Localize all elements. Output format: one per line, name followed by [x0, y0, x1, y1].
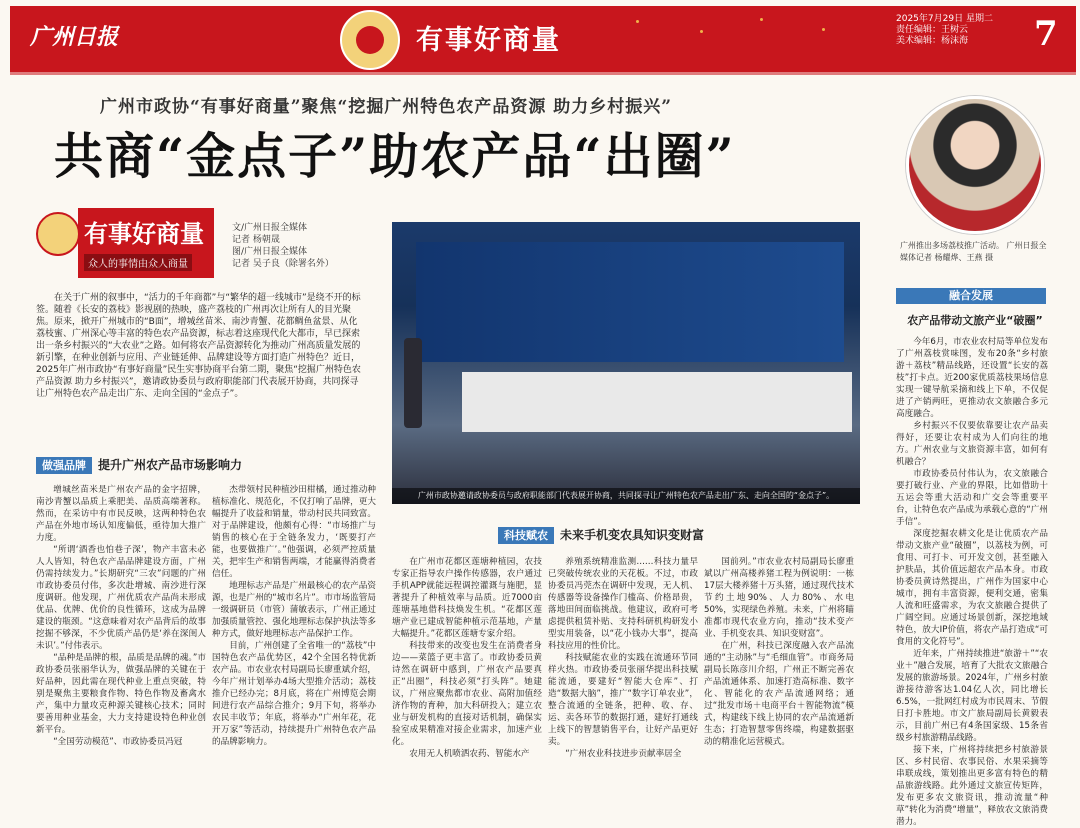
section-tag: 做强品牌	[36, 457, 92, 474]
article-column	[212, 484, 376, 784]
section-subhead: 未来手机变农具知识变财富	[560, 528, 705, 542]
section-header-brand	[36, 454, 242, 471]
star-icon	[636, 20, 639, 23]
article-column	[36, 484, 206, 784]
paragraph: 今年6月，市农业农村局等单位发布了广州荔枝赏味图，发布20条“乡村旅游＋荔枝”精品线路，还设置“长安的荔枝”打卡点。近200家优质荔枝果场信息实现一键导航采摘和线上下单，不仅促进了产销两旺，更推动农文旅融合多元高度融合。	[896, 337, 1048, 419]
byline-line: 记者 杨朝晟	[232, 235, 280, 245]
byline	[232, 222, 334, 270]
column-logo-icon	[36, 212, 80, 256]
paragraph: 养殖系统精准监测……科技力量早已突破传统农业的天花板。不过，市政协委员冯莞杰在调研中发现，无人机、传感器等设备操作门槛高、价格昂贵，落地田间面临挑战。他建议，政府可考虑提供租赁补贴、支持科研机构研发小型实用装备，以“花小钱办大事”，提高科技应用的性价比。	[548, 557, 698, 651]
paragraph: 地理标志产品是广州最核心的农产品资源，也是广州的“城市名片”。市市场监管局一级调研员（市管）蒲敏表示，广州正通过加强质量管控、强化地理标志保护执法等多种方式，做好地理标志产品保护工作。	[212, 581, 376, 639]
section-tag: 科技赋农	[498, 527, 554, 544]
section-title: 有事好商量	[416, 25, 561, 56]
speaker-figure	[404, 338, 422, 428]
paragraph: 深度挖掘农耕文化是让优质农产品带动文旅产业“破圈”，以荔枝为例，可食用、可打卡、可开发文创，甚至融入护肤品，其价值远超农产品本身。市政协委员黄诗然提出，广州作为国家中心城市，拥有丰富资源，便利交通，密集人流和旺盛需求，为农文旅融合提供了广阔空间。应通过场景创新，深挖地域特色，放大IP价值，将农产品打造成“可食用的文化符号”。	[896, 529, 1048, 647]
stage-screen	[416, 242, 844, 362]
paragraph: 在广州市花都区莲塘种植园，农技专家正指导农户操作传感器，农户通过手机APP就能远程调控灌溉与施肥，显著提升了种植效率与品质。近7000亩莲塘基地借科技焕发生机。“花都区莲塘产业已建成智能种植示范基地，产量大幅提升。”花都区莲塘专家介绍。	[392, 557, 542, 639]
issue-date: 2025年7月29日 星期二	[896, 14, 993, 24]
paragraph: 接下来，广州将持续把乡村旅游景区、乡村民宿、农事民俗、水果采摘等串联成线，策划推出更多富有特色的精品旅游线路。此外通过文旅宣传矩阵，发布更多农文旅资讯，推动流量“种草”转化为消费“增量”，释放农文旅消费潜力。	[896, 745, 1048, 827]
byline-line: 图/广州日报全媒体	[232, 247, 308, 257]
article-column	[704, 556, 854, 784]
newspaper-logo: 广州日报	[30, 24, 119, 50]
paragraph: “品种是品牌的根，品质是品牌的魂。”市政协委员张丽华认为，做强品牌的关键在于好品种，因此需在现代种业上重点突破，特别是聚焦主要粮食作物、特色作物及畜禽水产，集中力量攻克种源关键核心技术；同时要善用种业基金，大力支持建设特色种业创新平台。	[36, 653, 206, 735]
paragraph: 杰带领村民种植沙田柑橘，通过推动种植标准化、规范化，不仅打响了品牌，更大幅提升了收益和销量，带动村民共同致富。对于品牌建设，他颇有心得：“市场推广与销售的核心在于全链条发力，‘既要打产能，也要做推广’。”他强调，必须严控质量关，把牢生产和销售两端，才能赢得消费者信任。	[212, 485, 376, 579]
lychee-promoter-photo	[906, 96, 1044, 234]
byline-line: 记者 吴子良（除署名外）	[232, 259, 334, 269]
star-icon	[760, 18, 763, 21]
column-badge-tagline: 众人的事情由众人商量	[84, 254, 192, 271]
column-badge	[78, 208, 214, 278]
article-column	[896, 336, 1048, 827]
paragraph: 市政协委员付伟认为，农文旅融合要打破行业、产业的界限，比如借助十五运会等重大活动和广交会等重要平台，让特色农产品成为承载心意的“广州手信”。	[896, 469, 1048, 527]
editor-credit: 责任编辑：王树云	[896, 25, 969, 35]
portrait-caption: 广州推出多场荔枝推广活动。 广州日报全媒体记者 杨耀烨、王燕 摄	[900, 241, 1047, 262]
paragraph: 目前，广州创建了全省唯一的“荔枝”中国特色农产品优势区，42个全国名特优新农产品。市农业农村局副局长廖重斌介绍，今年广州计划举办4场大型推介活动；荔枝推介已经办完；8月底，将在广州博览会期间进行农产品综合推介；9月下旬，将举办农民丰收节；年底，将举办“广州年花，花开万家”等活动，持续提升广州特色农产品的品牌影响力。	[212, 641, 376, 747]
paragraph: 科技赋能农业的实践在流通环节同样火热。市政协委员张丽华提出科技赋能流通，要建好“智能大仓库”、打造“数据大脑”，推广“数字订单农业”，整合流通的全链条，把种、收、存、运、卖各环节的数据打通，建好打通线上线下的智慧销售平台，让好产品更好卖。	[548, 653, 698, 747]
panel-table	[462, 372, 852, 432]
photo-caption: 广州市政协邀请政协委员与政府职能部门代表展开协商，共同探寻让广州特色农产品走出广东、走向全国的“金点子”。	[392, 488, 860, 504]
article-column	[548, 556, 698, 784]
article-subtitle: 广州市政协“有事好商量”聚焦“挖掘广州特色农产品资源 助力乡村振兴”	[100, 97, 673, 117]
section-header-tech	[498, 524, 704, 541]
section-tag: 融合发展	[896, 288, 1046, 304]
section-subhead: 农产品带动文旅产业“破圈”	[907, 314, 1043, 327]
article-headline: 共商“金点子”助农产品“出圈”	[54, 127, 736, 185]
section-subhead: 提升广州农产品市场影响力	[98, 458, 243, 472]
art-editor-credit: 美术编辑：杨沫海	[896, 36, 969, 46]
paragraph: 增城丝苗米是广州农产品的金字招牌，南沙青蟹以品质上乘肥美、品质高端著称。然而，在采访中有市民反映，这两种特色农产品在外地市场认知度偏低，亟待加大推广力度。	[36, 485, 206, 543]
column-badge-title: 有事好商量	[84, 219, 204, 248]
paragraph: “所谓‘酒香也怕巷子深’，物产丰富未必人人皆知，特色农产品品牌建设方面，广州仍需持续发力。”长期研究“三农”问题的广州市政协委员付伟，多次赴增城、南沙进行深度调研。他发现，广州优质农产品尚未形成优品、优牌、优价的良性循环，这成为品牌建设的瓶颈。“这意味着对农产品背后的故事挖掘不够深，不少优质产品仍是‘养在深闺人未识’。”付伟表示。	[36, 545, 206, 651]
paragraph: 国前列。”市农业农村局副局长廖重斌以广州高楼养猪工程为例说明：一栋17层大楼养猪十万头猪，通过现代技术节约土地90%、人力80%、水电50%，实现绿色养殖。未来，广州将瞄准都市现代农业方向，推动“技术变产业、手机变农具、知识变财富”。	[704, 557, 854, 639]
masthead-stripe	[10, 72, 1076, 75]
paragraph: 在广州，科技已深度融入农产品流通的“主动脉”与“毛细血管”。市商务局副局长陈彦川介绍，广州正不断完善农产品流通体系、加速打造高标准、数字化、智能化的农产品流通网络；通过“批发市场＋电商平台＋智能物流”模式，构建线下线上协同的农产品流通新生态；打造智慧零售终端，构建数据驱动的精准化运营模式。	[704, 641, 854, 747]
star-icon	[822, 28, 825, 31]
page-meta	[896, 14, 993, 47]
paragraph: 科技带来的改变也发生在消费者身边——菜篮子更丰富了。市政协委员黄诗然在调研中感到，广州农产品要真正“出圈”，科技必须“打头阵”。她建议，广州应聚焦都市农业、高附加值经济作物的育种，加大科研投入；建立农业与研发机构的直接对话机制，确保实验室成果精准对接企业需求，加速产业化。	[392, 641, 542, 747]
byline-line: 文/广州日报全媒体	[232, 223, 308, 233]
star-icon	[700, 30, 703, 33]
paragraph: 乡村振兴不仅要依靠要让农产品卖得好，还要让农村成为人们向往的地方。广州农业与文旅资源丰富，如何有机融合？	[896, 421, 1048, 467]
paragraph: 农用无人机喷洒农药、智能水产	[409, 749, 530, 759]
meeting-photo	[392, 222, 860, 504]
article-column	[392, 556, 542, 784]
paragraph: 近年来，广州持续推进“旅游＋”“农业＋”融合发展，培育了大批农文旅融合发展的旅游场景。2024年，广州乡村旅游接待游客达1.04亿人次，同比增长6.5%，一批网红村成为市民周末、节假日打卡胜地。市文广旅局副局长黄毅表示，目前广州已有4条国家级、15条省级乡村旅游精品线路。	[896, 649, 1048, 743]
paragraph: “广州农业科技进步贡献率居全	[565, 749, 682, 759]
cppcc-emblem-icon	[340, 10, 400, 70]
paragraph: “全国劳动模范”、市政协委员冯冠	[53, 737, 183, 747]
page-number: 7	[1034, 14, 1058, 54]
article-intro: 在关于广州的叙事中，“活力的千年商都”与“繁华的超一线城市”是绕不开的标签。随着《长安的荔枝》影视剧的热映，盛产荔枝的广州再次让所有人的目光聚焦。原来，掀开广州城市的“B面”，增城丝苗米、南沙青蟹、花都鲷鱼盆景、从化荔枝蜜、广州深心等丰富的特色农产品资源，标志着这座现代化大都市，早已探索出一条乡村振兴的“大农业”之路。如何将农产品资源转化为推动广州高质量发展的新引擎，在种业创新与应用、产业链延伸、品牌建设等方面打造广州特色？近日，2025年广州市政协“有事好商量”民生实事协商平台第二期，聚焦“挖掘广州特色农产品资源 助力乡村振兴”，邀请政协委员与政府职能部门代表展开协商，共同探寻让广州特色农产品走出广东、走向全国的“金点子”。	[36, 293, 361, 399]
